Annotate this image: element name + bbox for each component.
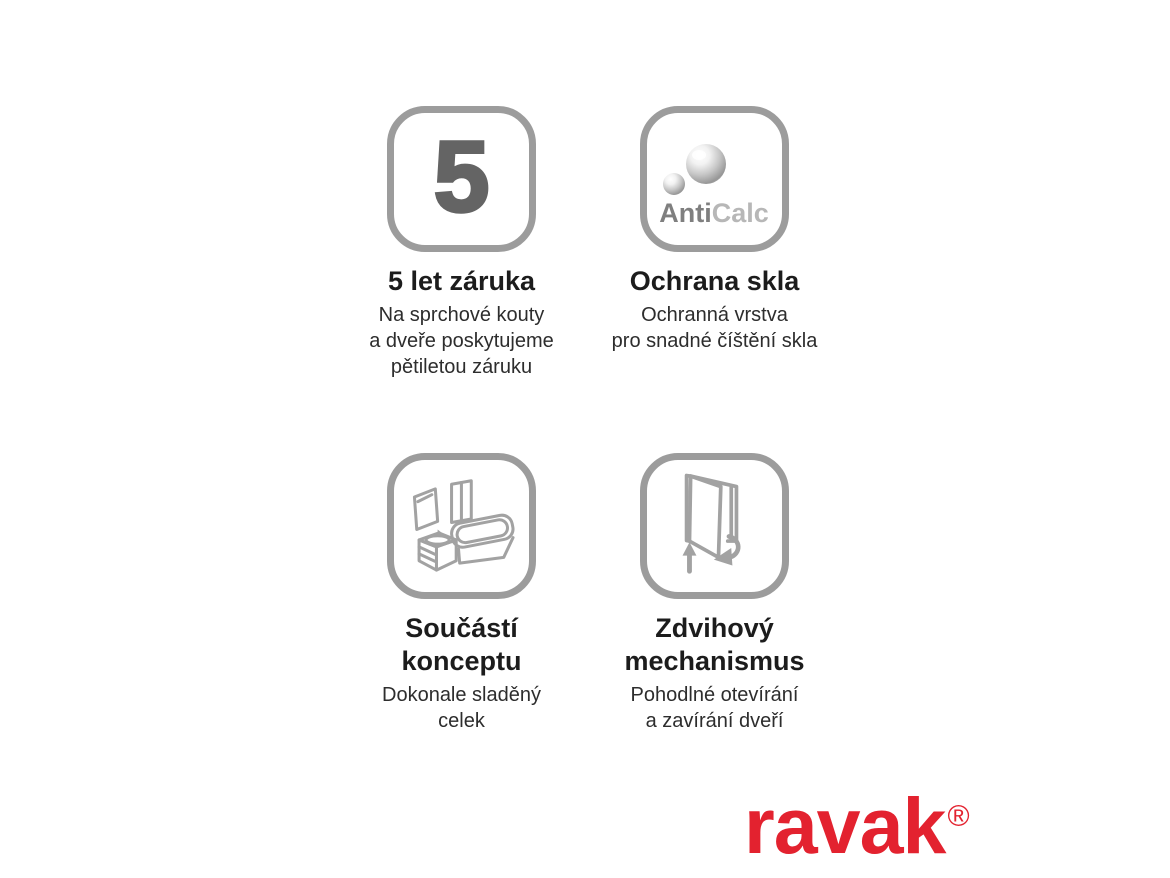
registered-mark: ® (947, 800, 970, 833)
title-line: mechanismus (624, 646, 805, 676)
feature-row-bottom (335, 453, 841, 734)
feature-row-top (335, 106, 841, 380)
bathroom-concept-icon (403, 468, 521, 584)
feature-subtitle (588, 682, 841, 734)
bathtub-rim (449, 513, 514, 549)
feature-subtitle (335, 682, 588, 734)
subtitle-line: Ochranná vrstva (641, 304, 788, 326)
ravak-logo (744, 781, 970, 870)
feature-title: 5 let záruka (387, 266, 536, 296)
subtitle-line: pětiletou záruku (390, 356, 533, 378)
door-panel (689, 476, 720, 557)
anticalc-bubbles-icon (648, 114, 782, 244)
anticalc-badge-icon (640, 106, 789, 252)
bathroom-concept-badge-icon (387, 453, 536, 599)
title-line: Součástí (405, 613, 518, 643)
mirror-shape (414, 489, 437, 530)
title-line: konceptu (401, 646, 522, 676)
title-line: Zdvihový (655, 613, 774, 643)
feature-warranty (335, 106, 588, 380)
feature-subtitle (335, 302, 588, 380)
subtitle-line: Dokonale sladěný (382, 684, 541, 706)
anticalc-label (659, 198, 769, 228)
anticalc-label-calc: Calc (711, 198, 769, 228)
feature-subtitle (588, 302, 841, 354)
feature-title (588, 612, 841, 678)
subtitle-line: a zavírání dveří (645, 710, 784, 732)
feature-title (335, 612, 588, 678)
subtitle-line: a dveře poskytujeme (369, 330, 554, 352)
feature-concept (335, 453, 588, 734)
subtitle-line: Na sprchové kouty (378, 304, 545, 326)
feature-title: Ochrana skla (629, 266, 800, 296)
vanity-side (436, 540, 456, 570)
subtitle-line: Pohodlné otevírání (630, 684, 799, 706)
bubble-highlight (692, 150, 706, 160)
ravak-logo-text: ravak (744, 781, 946, 870)
lifting-mechanism-badge-icon (640, 453, 789, 599)
bubble-small-icon (663, 173, 685, 195)
bubble-large-icon (686, 144, 726, 184)
five-years-badge-icon (387, 106, 536, 252)
feature-lifting-mechanism (588, 453, 841, 734)
anticalc-label-anti: Anti (658, 198, 712, 228)
lifting-door-icon (656, 468, 774, 584)
feature-glass-protection (588, 106, 841, 380)
subtitle-line: celek (438, 710, 485, 732)
subtitle-line: pro snadné číštění skla (611, 330, 818, 352)
badge-digit-5: 5 (433, 121, 490, 233)
